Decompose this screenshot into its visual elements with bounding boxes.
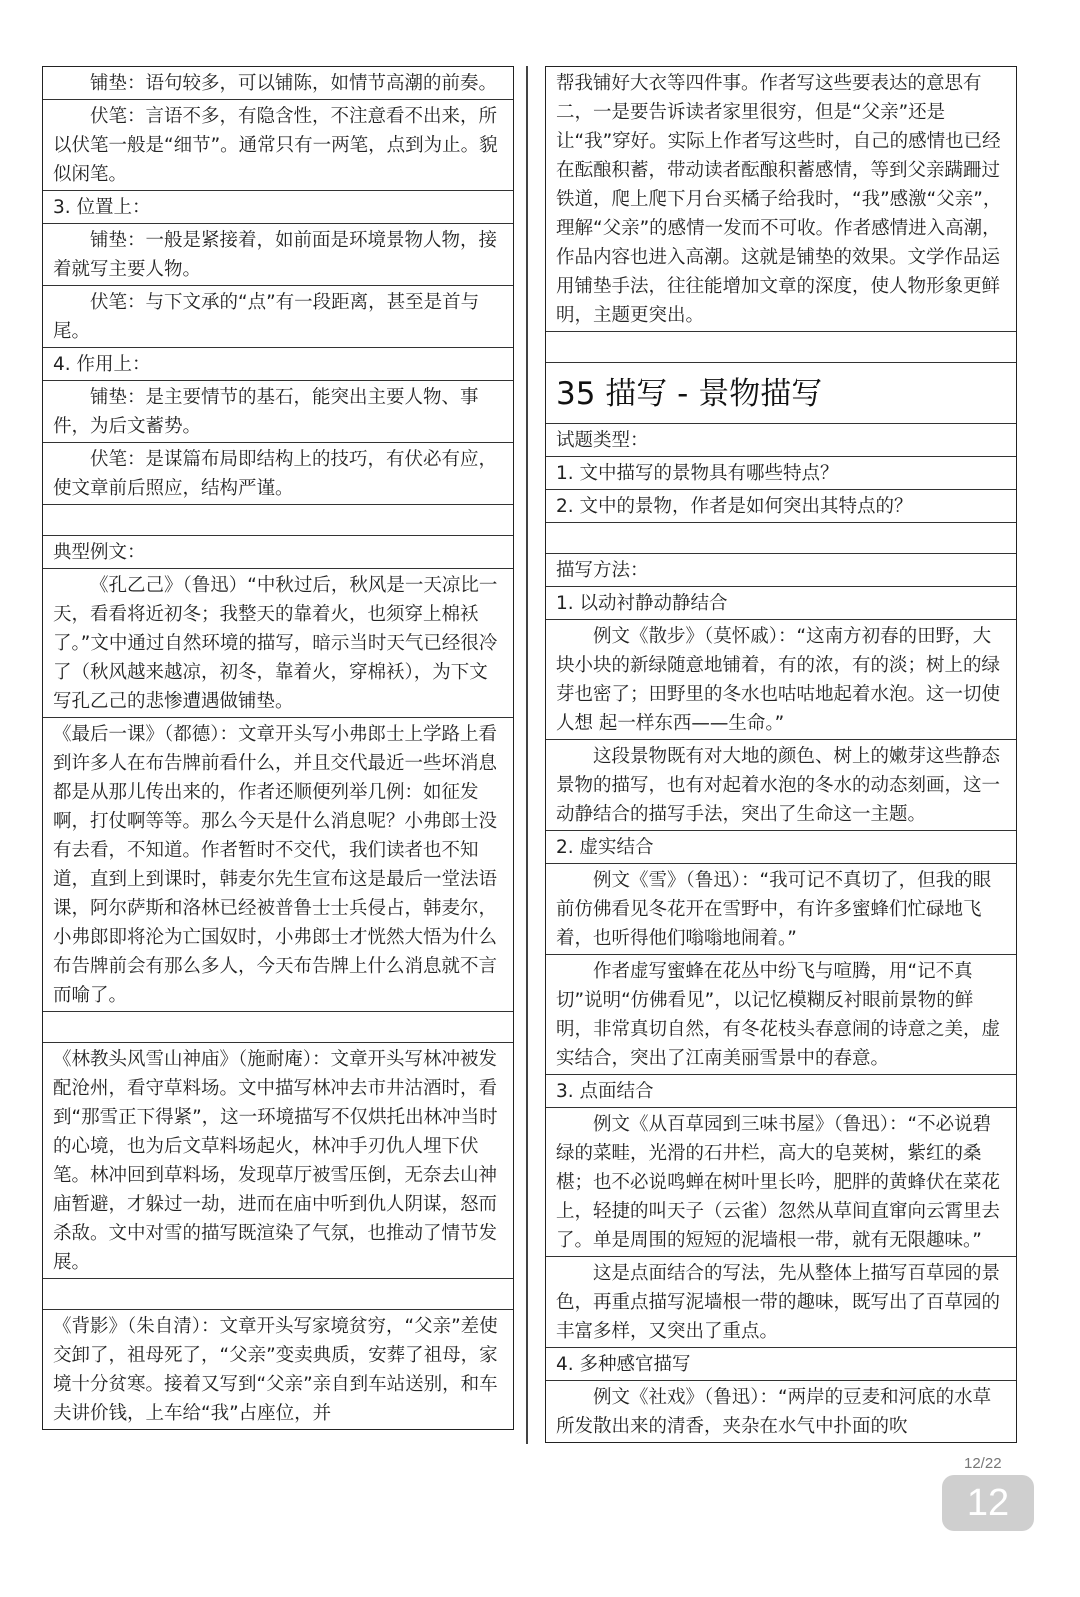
- blank-row: [43, 505, 513, 536]
- method-label: 2. 虚实结合: [546, 831, 1016, 864]
- section-label: 3. 位置上：: [43, 191, 513, 224]
- text-row: 铺垫：是主要情节的基石，能突出主要人物、事件，为后文蓄势。: [43, 381, 513, 443]
- page-number-badge[interactable]: 12: [942, 1475, 1034, 1531]
- example-row: 《孔乙己》（鲁迅）“中秋过后，秋风是一天凉比一天，看看将近初冬；我整天的靠着火，也须穿上棉袄了。”文中通过自然环境的描写，暗示当时天气已经很冷了（秋风越来越凉，初冬，靠着火，穿棉袄），为下文写孔乙己的悲惨遭遇做铺垫。: [43, 569, 513, 718]
- analysis-row: 这段景物既有对大地的颜色、树上的嫩芽这些静态景物的描写，也有对起着水泡的冬水的动态刻画，这一动静结合的描写手法，突出了生命这一主题。: [546, 740, 1016, 831]
- blank-row: [43, 1012, 513, 1043]
- text-row: 伏笔：与下文承的“点”有一段距离，甚至是首与尾。: [43, 286, 513, 348]
- text-row: 伏笔：是谋篇布局即结构上的技巧，有伏必有应，使文章前后照应，结构严谨。: [43, 443, 513, 505]
- example-row: 《林教头风雪山神庙》（施耐庵）：文章开头写林冲被发配沧州，看守草料场。文中描写林冲去市井沽酒时，看到“那雪正下得紧”，这一环境描写不仅烘托出林冲当时的心境，也为后文草料场起火，林冲手刃仇人埋下伏笔。林冲回到草料场，发现草厅被雪压倒，无奈去山神庙暂避，才躲过一劫，进而在庙中听到仇人阴谋，怒而杀敌。文中对雪的描写既渲染了气氛，也推动了情节发展。: [43, 1043, 513, 1279]
- method-label: 3. 点面结合: [546, 1075, 1016, 1108]
- right-column: [545, 66, 1017, 1443]
- example-row: 例文《从百草园到三味书屋》（鲁迅）：“不必说碧绿的菜畦，光滑的石井栏，高大的皂荚树，紫红的桑椹；也不必说鸣蝉在树叶里长吟，肥胖的黄蜂伏在菜花上，轻捷的叫天子（云雀）忽然从草间直窜向云霄里去了。单是周围的短短的泥墙根一带，就有无限趣味。”: [546, 1108, 1016, 1257]
- left-column: [42, 66, 514, 1430]
- section-label: 典型例文：: [43, 536, 513, 569]
- example-row: 《最后一课》（都德）：文章开头写小弗郎士上学路上看到许多人在布告牌前看什么，并且交代最近一些坏消息都是从那儿传出来的，作者还顺便列举几例：如征发啊，打仗啊等等。那么今天是什么消息呢？小弗郎士没有去看，不知道。作者暂时不交代，我们读者也不知道，直到上到课时，韩麦尔先生宣布这是最后一堂法语课，阿尔萨斯和洛林已经被普鲁士士兵侵占，韩麦尔，小弗郎即将沦为亡国奴时，小弗郎士才恍然大悟为什么布告牌前会有那么多人，今天布告牌上什么消息就不言而喻了。: [43, 718, 513, 1012]
- text-row: 帮我铺好大衣等四件事。作者写这些要表达的意思有二，一是要告诉读者家里很穷，但是“父亲”还是让“我”穿好。实际上作者写这些时，自己的感情也已经在酝酿积蓄，带动读者酝酿积蓄感情，等到父亲蹒跚过铁道，爬上爬下月台买橘子给我时，“我”感激“父亲”，理解“父亲”的感情一发而不可收。作者感情进入高潮，作品内容也进入高潮。这就是铺垫的效果。文学作品运用铺垫手法，往往能增加文章的深度，使人物形象更鲜明，主题更突出。: [546, 67, 1016, 332]
- example-row: 例文《散步》（莫怀戚）：“这南方初春的田野，大块小块的新绿随意地铺着，有的浓，有的淡；树上的绿芽也密了；田野里的冬水也咕咕地起着水泡。这一切使人想 起一样东西——生命。”: [546, 620, 1016, 740]
- method-label: 1. 以动衬静动静结合: [546, 587, 1016, 620]
- analysis-row: 作者虚写蜜蜂在花丛中纷飞与喧腾，用“记不真切”说明“仿佛看见”，以记忆模糊反衬眼前景物的鲜明，非常真切自然，有冬花枝头春意闹的诗意之美，虚实结合，突出了江南美丽雪景中的春意。: [546, 955, 1016, 1075]
- blank-row: [43, 1279, 513, 1310]
- method-label: 4. 多种感官描写: [546, 1348, 1016, 1381]
- blank-row: [546, 332, 1016, 363]
- section-label: 4. 作用上：: [43, 348, 513, 381]
- column-divider: [526, 66, 528, 1444]
- example-row: 例文《社戏》（鲁迅）：“两岸的豆麦和河底的水草所发散出来的清香，夹杂在水气中扑面的吹: [556, 1387, 992, 1437]
- page-fraction: 12/22: [964, 1455, 1002, 1472]
- text-row: 伏笔：言语不多，有隐含性，不注意看不出来，所以伏笔一般是“细节”。通常只有一两笔，点到为止。貌似闲笔。: [43, 100, 513, 191]
- question-row: 1. 文中描写的景物具有哪些特点？: [546, 457, 1016, 490]
- text-row: 铺垫：语句较多，可以铺陈，如情节高潮的前奏。: [43, 67, 513, 100]
- question-row: 2. 文中的景物，作者是如何突出其特点的？: [546, 490, 1016, 523]
- section-label: 描写方法：: [546, 554, 1016, 587]
- text-row: 铺垫：一般是紧接着，如前面是环境景物人物，接着就写主要人物。: [43, 224, 513, 286]
- example-row: 例文《雪》（鲁迅）：“我可记不真切了，但我的眼前仿佛看见冬花开在雪野中，有许多蜜蜂们忙碌地飞着，也听得他们嗡嗡地闹着。”: [546, 864, 1016, 955]
- section-heading: 35 描写 - 景物描写: [546, 363, 1016, 424]
- analysis-row: 这是点面结合的写法，先从整体上描写百草园的景色，再重点描写泥墙根一带的趣味，既写出了百草园的丰富多样，又突出了重点。: [546, 1257, 1016, 1348]
- example-row: 《背影》（朱自清）：文章开头写家境贫穷，“父亲”差使交卸了，祖母死了，“父亲”变卖典质，安葬了祖母，家境十分贫寒。接着又写到“父亲”亲自到车站送别，和车夫讲价钱，上车给“我”占座位，并: [53, 1316, 498, 1424]
- blank-row: [546, 523, 1016, 554]
- section-label: 试题类型：: [546, 424, 1016, 457]
